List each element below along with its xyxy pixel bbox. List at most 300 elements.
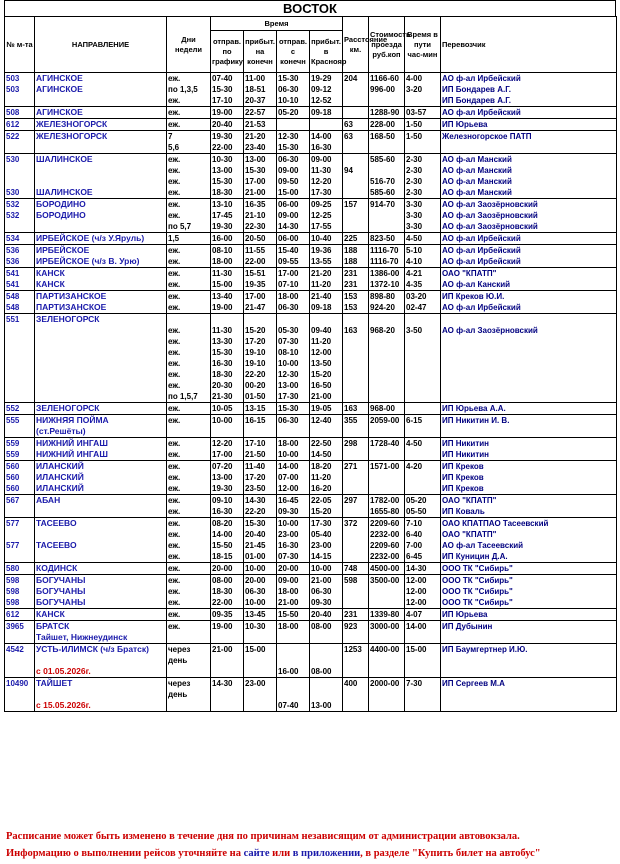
route-number: 598 <box>6 576 20 585</box>
route-number <box>6 655 33 666</box>
travel-time-cell <box>405 314 441 403</box>
route-number <box>6 165 33 176</box>
arrival-end-time: 11-40 <box>245 462 266 471</box>
departure-time-cell <box>211 154 244 199</box>
travel-time: 2-30 <box>406 155 423 164</box>
days-of-week: еж. <box>168 610 181 619</box>
departure-time: 20-00 <box>212 564 233 573</box>
price-cell <box>369 119 405 131</box>
arrival-end-time: 20-50 <box>245 234 266 243</box>
route-number: 598 <box>6 598 20 607</box>
departure-end-time: 18-00 <box>278 622 299 631</box>
days-of-week-cell <box>167 233 211 245</box>
route-name: ИРБЕЙСКОЕ (ч/з У.Яруль) <box>36 233 145 243</box>
price: 968-20 <box>370 326 395 335</box>
departure-time-cell <box>211 131 244 154</box>
travel-time: 4-21 <box>406 269 423 278</box>
price: 1339-80 <box>370 610 400 619</box>
carrier-cell <box>441 403 617 415</box>
days-of-week: еж. <box>168 587 181 596</box>
arrival-krasnoyarsk-time-cell <box>310 233 343 245</box>
distance-cell <box>343 678 369 712</box>
arrival-krasnoyarsk-time: 16-30 <box>311 143 332 152</box>
route-name <box>36 369 165 380</box>
route-number-cell <box>5 563 35 575</box>
days-of-week-cell <box>167 678 211 712</box>
arrival-krasnoyarsk-time: 09-18 <box>311 108 332 117</box>
carrier: АО ф-ал Манский <box>442 166 512 175</box>
route-number <box>6 358 33 369</box>
days-of-week: еж. <box>168 166 181 175</box>
route-number <box>6 95 33 106</box>
arrival-krasnoyarsk-time: 09-00 <box>311 155 332 164</box>
departure-time: 07-40 <box>212 74 233 83</box>
departure-time: 17-45 <box>212 211 233 220</box>
carrier: АО ф-ал Ирбейский <box>442 257 521 266</box>
departure-end-time: 06-30 <box>278 416 299 425</box>
carrier: АО ф-ал Манский <box>442 155 512 164</box>
departure-end-time: 17-30 <box>278 392 299 401</box>
departure-end-time: 15-30 <box>278 404 299 413</box>
arrival-krasnoyarsk-time: 21-40 <box>311 292 332 301</box>
route-name: ИЛАНСКИЙ <box>36 472 84 482</box>
departure-end-time-cell <box>277 107 310 119</box>
price: 1288-90 <box>370 108 400 117</box>
carrier <box>442 700 615 711</box>
price: 2209-60 <box>370 519 400 528</box>
departure-end-time: 12-30 <box>278 132 299 141</box>
travel-time: 2-30 <box>406 188 423 197</box>
route-name: АБАН <box>36 495 61 505</box>
departure-end-time <box>278 119 308 130</box>
departure-end-time: 16-30 <box>278 541 299 550</box>
route-number <box>6 391 33 402</box>
distance <box>344 391 367 402</box>
route-number <box>6 369 33 380</box>
distance: 748 <box>344 564 358 573</box>
price: 823-50 <box>370 234 395 243</box>
distance: 1253 <box>344 645 362 654</box>
arrival-end-time: 11-55 <box>245 246 266 255</box>
arrival-krasnoyarsk-time: 09-40 <box>311 326 332 335</box>
arrival-end-time: 11-00 <box>245 74 266 83</box>
route-number-cell <box>5 107 35 119</box>
carrier: ИП Креков <box>442 473 484 482</box>
days-of-week: еж. <box>168 337 181 346</box>
days-of-week: еж. <box>168 381 181 390</box>
days-of-week <box>168 700 209 711</box>
days-of-week: по 5,7 <box>168 222 192 231</box>
days-of-week: по 1,3,5 <box>168 85 198 94</box>
route-number: 508 <box>6 108 20 117</box>
travel-time: 4-07 <box>406 610 423 619</box>
arrival-krasnoyarsk-time-cell <box>310 575 343 609</box>
route-number: 532 <box>6 200 20 209</box>
days-of-week: еж. <box>168 269 181 278</box>
route-name <box>36 551 165 562</box>
carrier <box>442 655 615 666</box>
route-number-cell <box>5 154 35 199</box>
route-name: КАНСК <box>36 268 65 278</box>
departure-time: 19-00 <box>212 622 233 631</box>
departure-time-cell <box>211 233 244 245</box>
travel-time-cell <box>405 119 441 131</box>
departure-end-time: 05-30 <box>278 326 299 335</box>
distance <box>344 586 367 597</box>
arrival-krasnoyarsk-time <box>311 655 341 666</box>
route-name <box>36 142 165 153</box>
route-name-cell <box>35 245 167 268</box>
travel-time <box>406 666 439 677</box>
travel-time <box>406 95 439 106</box>
route-name: ИРБЕЙСКОЕ (ч/з В. Урю) <box>36 256 140 266</box>
route-name: КАНСК <box>36 279 65 289</box>
carrier: АО ф-ал Манский <box>442 177 512 186</box>
departure-end-time <box>278 426 308 437</box>
distance-cell <box>343 415 369 438</box>
arrival-krasnoyarsk-time-cell <box>310 245 343 268</box>
route-number-cell <box>5 678 35 712</box>
route-number-cell <box>5 609 35 621</box>
distance-cell <box>343 73 369 107</box>
arrival-end-time: 17-20 <box>245 473 266 482</box>
route-name: ШАЛИНСКОЕ <box>36 154 93 164</box>
departure-end-time: 14-30 <box>278 222 299 231</box>
note-line-2 <box>6 845 616 862</box>
price: 1728-40 <box>370 439 400 448</box>
days-of-week-cell <box>167 461 211 495</box>
departure-end-time-cell <box>277 199 310 233</box>
departure-end-time: 15-00 <box>278 188 299 197</box>
departure-end-time: 16-45 <box>278 496 299 505</box>
travel-time <box>406 700 439 711</box>
header-carrier: Перевозчик <box>441 17 617 73</box>
route-name: Тайшет, Нижнеудинск <box>36 632 128 642</box>
arrival-end-time-cell <box>244 73 277 107</box>
arrival-krasnoyarsk-time-cell <box>310 291 343 314</box>
departure-end-time: 15-30 <box>278 143 299 152</box>
table-row <box>5 314 617 403</box>
route-name: АГИНСКОЕ <box>36 73 83 83</box>
distance-cell <box>343 518 369 563</box>
arrival-end-time: 19-35 <box>245 280 266 289</box>
route-number <box>6 426 33 437</box>
departure-end-time: 08-10 <box>278 348 299 357</box>
departure-time: 13-00 <box>212 473 233 482</box>
arrival-krasnoyarsk-time-cell <box>310 518 343 563</box>
departure-time: 12-20 <box>212 439 233 448</box>
travel-time <box>406 472 439 483</box>
arrival-end-time-cell <box>244 291 277 314</box>
carrier: ИП Юрьева <box>442 120 488 129</box>
price: 2232-00 <box>370 552 400 561</box>
arrival-end-time <box>245 655 275 666</box>
days-of-week: еж. <box>168 211 181 220</box>
departure-end-time: 09-00 <box>278 576 299 585</box>
arrival-krasnoyarsk-time: 17-30 <box>311 188 332 197</box>
departure-time-cell <box>211 518 244 563</box>
arrival-end-time: 23-50 <box>245 484 266 493</box>
price: 1655-80 <box>370 507 400 516</box>
schedule-table <box>4 16 617 712</box>
route-number <box>6 347 33 358</box>
distance: 598 <box>344 576 358 585</box>
price-cell <box>369 291 405 314</box>
route-number-cell <box>5 199 35 233</box>
departure-end-time-cell <box>277 415 310 438</box>
departure-time-cell <box>211 495 244 518</box>
arrival-end-time: 18-51 <box>245 85 266 94</box>
route-name: ТАСЕЕВО <box>36 540 77 550</box>
travel-time: 4-35 <box>406 280 423 289</box>
travel-time-cell <box>405 678 441 712</box>
carrier-cell <box>441 563 617 575</box>
carrier-cell <box>441 518 617 563</box>
route-number <box>6 176 33 187</box>
distance <box>344 314 367 325</box>
departure-end-time: 09-55 <box>278 257 299 266</box>
days-of-week: еж. <box>168 200 181 209</box>
travel-time <box>406 358 439 369</box>
route-name: (ст.Решёты) <box>36 426 86 436</box>
distance <box>344 336 367 347</box>
days-of-week: еж. <box>168 496 181 505</box>
days-of-week: еж. <box>168 462 181 471</box>
arrival-krasnoyarsk-time: 14-00 <box>311 132 332 141</box>
arrival-krasnoyarsk-time: 10-40 <box>311 234 332 243</box>
arrival-end-time: 17-10 <box>245 439 266 448</box>
carrier-cell <box>441 291 617 314</box>
carrier: ИП Никитин <box>442 450 490 459</box>
arrival-end-time <box>245 689 275 700</box>
note-text-c: или <box>269 848 293 859</box>
departure-time-cell <box>211 403 244 415</box>
travel-time: 4-10 <box>406 257 423 266</box>
days-of-week-cell <box>167 644 211 678</box>
departure-time: 10-05 <box>212 404 233 413</box>
departure-time: 15-30 <box>212 85 233 94</box>
price: 4500-00 <box>370 564 400 573</box>
distance <box>344 154 367 165</box>
route-name: АГИНСКОЕ <box>36 107 83 117</box>
arrival-end-time <box>245 632 275 643</box>
table-row <box>5 73 617 107</box>
price <box>370 426 403 437</box>
departure-time-cell <box>211 678 244 712</box>
travel-time-cell <box>405 199 441 233</box>
travel-time-cell <box>405 233 441 245</box>
travel-time-cell <box>405 291 441 314</box>
route-number: 612 <box>6 610 20 619</box>
price: 914-70 <box>370 200 395 209</box>
route-name-cell <box>35 518 167 563</box>
note-app-link[interactable]: в приложении <box>292 848 361 859</box>
days-of-week-cell <box>167 119 211 131</box>
route-name: ЗЕЛЕНОГОРСК <box>36 403 100 413</box>
note-site-link[interactable]: сайте <box>243 848 270 859</box>
route-number-cell <box>5 621 35 644</box>
arrival-end-time: 16-35 <box>245 200 266 209</box>
distance <box>344 540 367 551</box>
distance <box>344 666 367 677</box>
days-of-week-cell <box>167 563 211 575</box>
route-name-cell <box>35 644 167 678</box>
distance: 163 <box>344 326 358 335</box>
arrival-end-time-cell <box>244 314 277 403</box>
route-number: 530 <box>6 188 20 197</box>
carrier: ИП Юрьева <box>442 610 488 619</box>
route-number <box>6 336 33 347</box>
departure-end-time-cell <box>277 291 310 314</box>
distance: 63 <box>344 132 353 141</box>
travel-time: 4-50 <box>406 439 423 448</box>
arrival-end-time: 20-40 <box>245 530 266 539</box>
price <box>370 700 403 711</box>
route-name: АГИНСКОЕ <box>36 84 83 94</box>
table-title: ВОСТОК <box>4 0 616 16</box>
arrival-krasnoyarsk-time-cell <box>310 154 343 199</box>
distance-cell <box>343 609 369 621</box>
route-name <box>36 380 165 391</box>
distance <box>344 95 367 106</box>
distance <box>344 700 367 711</box>
route-number-cell <box>5 73 35 107</box>
travel-time <box>406 142 439 153</box>
distance <box>344 347 367 358</box>
distance: 153 <box>344 292 358 301</box>
departure-end-time: 10-10 <box>278 96 299 105</box>
departure-end-time-cell <box>277 575 310 609</box>
arrival-end-time-cell <box>244 438 277 461</box>
departure-time: 15-30 <box>212 177 233 186</box>
price-cell <box>369 199 405 233</box>
departure-end-time: 12-30 <box>278 370 299 379</box>
route-number-cell <box>5 438 35 461</box>
route-name-cell <box>35 461 167 495</box>
carrier: АО ф-ал Заозёрновский <box>442 211 538 220</box>
departure-time-cell <box>211 245 244 268</box>
departure-end-time-cell <box>277 438 310 461</box>
route-number: 532 <box>6 211 20 220</box>
price: 1116-70 <box>370 257 399 266</box>
arrival-end-time <box>245 666 275 677</box>
departure-end-time: 13-00 <box>278 381 299 390</box>
route-name-cell <box>35 73 167 107</box>
distance <box>344 358 367 369</box>
departure-end-time: 12-00 <box>278 484 299 493</box>
arrival-krasnoyarsk-time: 12-20 <box>311 177 332 186</box>
arrival-end-time <box>245 314 275 325</box>
travel-time: 6-40 <box>406 530 423 539</box>
carrier-cell <box>441 245 617 268</box>
carrier: ИП Дубынин <box>442 622 493 631</box>
days-of-week: еж. <box>168 280 181 289</box>
departure-end-time-cell <box>277 314 310 403</box>
departure-end-time: 18-00 <box>278 587 299 596</box>
arrival-end-time: 15-30 <box>245 519 266 528</box>
table-row <box>5 403 617 415</box>
carrier-cell <box>441 119 617 131</box>
arrival-krasnoyarsk-time: 19-36 <box>311 246 332 255</box>
departure-time: 17-10 <box>212 96 233 105</box>
carrier: ОАО "КПАТП" <box>442 269 497 278</box>
distance <box>344 632 367 643</box>
route-name: КАНСК <box>36 609 65 619</box>
arrival-end-time-cell <box>244 609 277 621</box>
route-number: 580 <box>6 564 20 573</box>
carrier: ИП Креков Ю.И. <box>442 292 505 301</box>
arrival-end-time: 19-10 <box>245 359 266 368</box>
travel-time: 12-00 <box>406 576 427 585</box>
arrival-krasnoyarsk-time-cell <box>310 438 343 461</box>
departure-time: 16-30 <box>212 359 233 368</box>
days-of-week-cell <box>167 575 211 609</box>
travel-time: 6-15 <box>406 416 423 425</box>
arrival-end-time: 15-20 <box>245 326 266 335</box>
arrival-end-time-cell <box>244 233 277 245</box>
route-name: НИЖНИЙ ИНГАШ <box>36 449 108 459</box>
days-of-week-cell <box>167 199 211 233</box>
route-name <box>36 165 165 176</box>
departure-end-time-cell <box>277 233 310 245</box>
travel-time <box>406 380 439 391</box>
arrival-end-time: 17-20 <box>245 337 266 346</box>
travel-time-cell <box>405 495 441 518</box>
route-number-cell <box>5 461 35 495</box>
arrival-krasnoyarsk-time: 21-20 <box>311 269 332 278</box>
days-of-week: день <box>168 690 188 699</box>
days-of-week: еж. <box>168 359 181 368</box>
carrier: ООО ТК "Сибирь" <box>442 598 513 607</box>
arrival-krasnoyarsk-time-cell <box>310 314 343 403</box>
days-of-week <box>168 632 209 643</box>
travel-time-cell <box>405 644 441 678</box>
carrier: АО ф-ал Ирбейский <box>442 234 521 243</box>
route-name-cell <box>35 154 167 199</box>
price: 1782-00 <box>370 496 400 505</box>
arrival-end-time <box>245 700 275 711</box>
route-name-cell <box>35 314 167 403</box>
price <box>370 358 403 369</box>
route-number <box>6 700 33 711</box>
header-dep-end: отправ. с конечн <box>277 31 310 73</box>
arrival-krasnoyarsk-time: 09-30 <box>311 598 332 607</box>
departure-end-time: 10-00 <box>278 450 299 459</box>
departure-time-cell <box>211 644 244 678</box>
route-name-cell <box>35 415 167 438</box>
route-number: 559 <box>6 450 20 459</box>
arrival-krasnoyarsk-time: 09-12 <box>311 85 332 94</box>
distance-cell <box>343 154 369 199</box>
travel-time: 14-30 <box>406 564 427 573</box>
departure-end-time-cell <box>277 495 310 518</box>
travel-time: 03-57 <box>406 108 427 117</box>
travel-time: 7-00 <box>406 541 423 550</box>
distance <box>344 187 367 198</box>
travel-time <box>406 369 439 380</box>
arrival-end-time: 14-30 <box>245 496 266 505</box>
distance <box>344 689 367 700</box>
arrival-krasnoyarsk-time: 21-00 <box>311 392 332 401</box>
days-of-week: еж. <box>168 552 181 561</box>
arrival-krasnoyarsk-time-cell <box>310 621 343 644</box>
distance-cell <box>343 461 369 495</box>
arrival-end-time: 21-45 <box>245 541 266 550</box>
arrival-end-time: 21-53 <box>245 120 266 129</box>
route-name-cell <box>35 268 167 291</box>
price: 924-20 <box>370 303 395 312</box>
travel-time-cell <box>405 154 441 199</box>
